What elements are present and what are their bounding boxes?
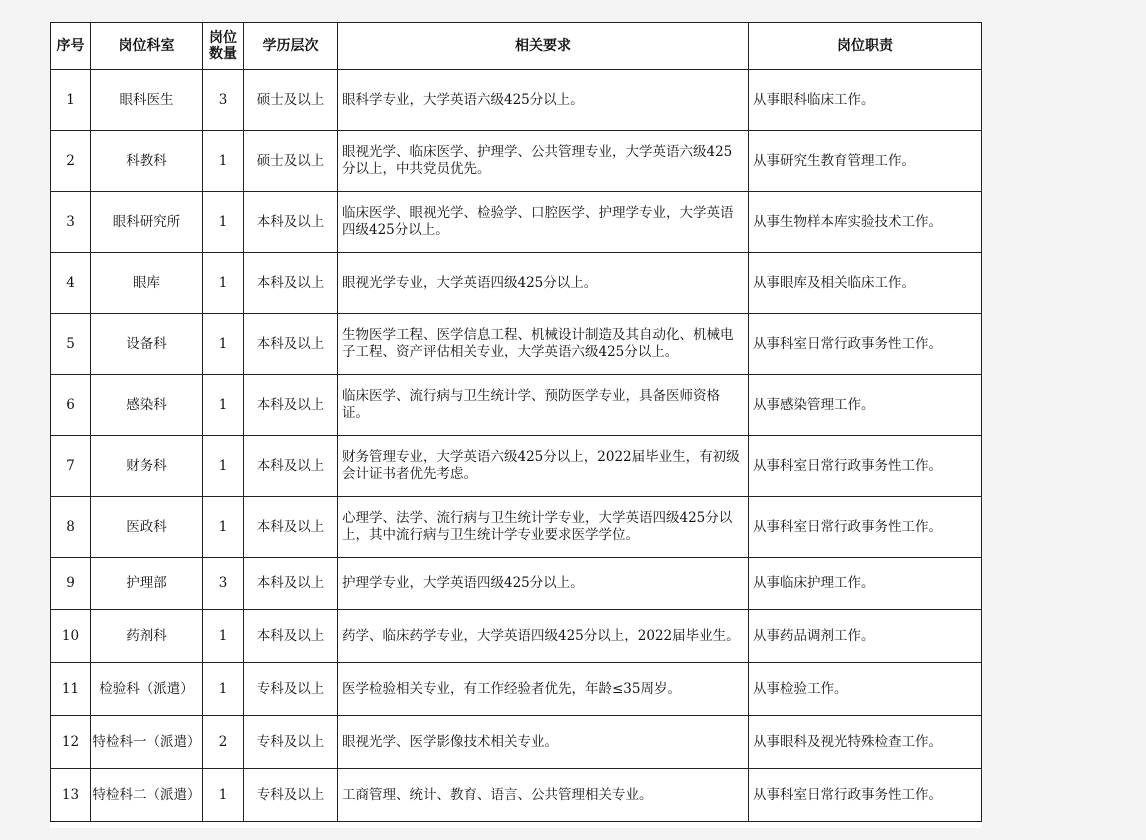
cell-count: 1 (203, 375, 244, 436)
cell-count: 1 (203, 253, 244, 314)
cell-duty: 从事眼科及视光特殊检查工作。 (749, 716, 982, 769)
cell-duty: 从事药品调剂工作。 (749, 610, 982, 663)
cell-edu: 本科及以上 (244, 314, 338, 375)
cell-duty: 从事科室日常行政事务性工作。 (749, 314, 982, 375)
header-dept: 岗位科室 (91, 23, 203, 70)
table-header-row (51, 23, 982, 70)
cell-duty: 从事临床护理工作。 (749, 558, 982, 610)
cell-count: 1 (203, 131, 244, 192)
header-seq: 序号 (51, 23, 91, 70)
table-row (51, 253, 982, 314)
cell-requirements: 工商管理、统计、教育、语言、公共管理相关专业。 (338, 769, 749, 822)
cell-dept: 设备科 (91, 314, 203, 375)
cell-requirements: 心理学、法学、流行病与卫生统计学专业，大学英语四级425分以上，其中流行病与卫生统计学专业要求医学学位。 (338, 497, 749, 558)
table-row (51, 716, 982, 769)
header-req: 相关要求 (338, 23, 749, 70)
cell-seq: 1 (51, 70, 91, 131)
cell-count: 1 (203, 610, 244, 663)
cell-dept: 药剂科 (91, 610, 203, 663)
table-row (51, 558, 982, 610)
cell-requirements: 护理学专业，大学英语四级425分以上。 (338, 558, 749, 610)
cell-requirements: 药学、临床药学专业，大学英语四级425分以上，2022届毕业生。 (338, 610, 749, 663)
cell-count: 1 (203, 436, 244, 497)
cell-duty: 从事眼库及相关临床工作。 (749, 253, 982, 314)
cell-seq: 4 (51, 253, 91, 314)
cell-seq: 10 (51, 610, 91, 663)
cell-requirements: 财务管理专业，大学英语六级425分以上，2022届毕业生，有初级会计证书者优先考虑。 (338, 436, 749, 497)
cell-dept: 医政科 (91, 497, 203, 558)
cell-edu: 本科及以上 (244, 436, 338, 497)
cell-count: 1 (203, 497, 244, 558)
cell-duty: 从事研究生教育管理工作。 (749, 131, 982, 192)
table-row (51, 70, 982, 131)
cell-requirements: 医学检验相关专业，有工作经验者优先，年龄≤35周岁。 (338, 663, 749, 716)
cell-edu: 专科及以上 (244, 663, 338, 716)
header-edu: 学历层次 (244, 23, 338, 70)
cell-edu: 本科及以上 (244, 558, 338, 610)
table-row (51, 436, 982, 497)
cell-requirements: 眼视光学专业，大学英语四级425分以上。 (338, 253, 749, 314)
cell-count: 3 (203, 558, 244, 610)
cell-count: 2 (203, 716, 244, 769)
cell-seq: 3 (51, 192, 91, 253)
table-row (51, 131, 982, 192)
cell-seq: 2 (51, 131, 91, 192)
cell-dept: 眼科医生 (91, 70, 203, 131)
cell-dept: 科教科 (91, 131, 203, 192)
cell-duty: 从事科室日常行政事务性工作。 (749, 436, 982, 497)
cell-dept: 检验科（派遣） (91, 663, 203, 716)
cell-seq: 7 (51, 436, 91, 497)
cell-seq: 8 (51, 497, 91, 558)
cell-duty: 从事科室日常行政事务性工作。 (749, 497, 982, 558)
cell-count: 1 (203, 663, 244, 716)
cell-edu: 专科及以上 (244, 716, 338, 769)
cell-count: 1 (203, 769, 244, 822)
table-row (51, 314, 982, 375)
cell-seq: 5 (51, 314, 91, 375)
table-row (51, 610, 982, 663)
cell-seq: 13 (51, 769, 91, 822)
recruitment-table (50, 22, 982, 822)
cell-duty: 从事科室日常行政事务性工作。 (749, 769, 982, 822)
cell-edu: 硕士及以上 (244, 70, 338, 131)
cell-count: 3 (203, 70, 244, 131)
cell-duty: 从事生物样本库实验技术工作。 (749, 192, 982, 253)
cell-dept: 护理部 (91, 558, 203, 610)
table-row (51, 192, 982, 253)
table-row (51, 375, 982, 436)
cell-requirements: 眼视光学、医学影像技术相关专业。 (338, 716, 749, 769)
table-row (51, 663, 982, 716)
cell-seq: 6 (51, 375, 91, 436)
cell-requirements: 生物医学工程、医学信息工程、机械设计制造及其自动化、机械电子工程、资产评估相关专业，大学英语六级425分以上。 (338, 314, 749, 375)
cell-edu: 本科及以上 (244, 253, 338, 314)
cell-dept: 特检科一（派遣） (91, 716, 203, 769)
table-row (51, 769, 982, 822)
cell-edu: 本科及以上 (244, 192, 338, 253)
header-duty: 岗位职责 (749, 23, 982, 70)
cell-edu: 硕士及以上 (244, 131, 338, 192)
recruitment-table-sheet (50, 22, 981, 828)
cell-edu: 本科及以上 (244, 610, 338, 663)
cell-count: 1 (203, 314, 244, 375)
cell-requirements: 临床医学、眼视光学、检验学、口腔医学、护理学专业，大学英语四级425分以上。 (338, 192, 749, 253)
header-count: 岗位数量 (203, 23, 244, 70)
cell-seq: 9 (51, 558, 91, 610)
cell-dept: 特检科二（派遣） (91, 769, 203, 822)
cell-requirements: 临床医学、流行病与卫生统计学、预防医学专业，具备医师资格证。 (338, 375, 749, 436)
cell-duty: 从事检验工作。 (749, 663, 982, 716)
cell-dept: 感染科 (91, 375, 203, 436)
cell-count: 1 (203, 192, 244, 253)
cell-dept: 财务科 (91, 436, 203, 497)
cell-duty: 从事感染管理工作。 (749, 375, 982, 436)
table-row (51, 497, 982, 558)
cell-dept: 眼科研究所 (91, 192, 203, 253)
cell-edu: 本科及以上 (244, 375, 338, 436)
cell-seq: 12 (51, 716, 91, 769)
cell-requirements: 眼科学专业，大学英语六级425分以上。 (338, 70, 749, 131)
cell-dept: 眼库 (91, 253, 203, 314)
cell-seq: 11 (51, 663, 91, 716)
cell-duty: 从事眼科临床工作。 (749, 70, 982, 131)
cell-edu: 专科及以上 (244, 769, 338, 822)
cell-edu: 本科及以上 (244, 497, 338, 558)
cell-requirements: 眼视光学、临床医学、护理学、公共管理专业，大学英语六级425分以上，中共党员优先。 (338, 131, 749, 192)
